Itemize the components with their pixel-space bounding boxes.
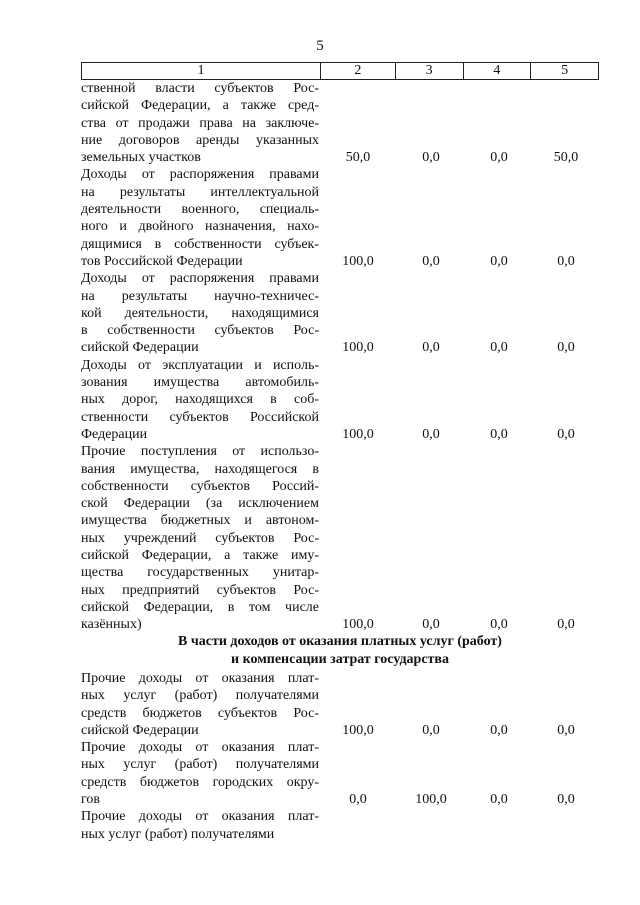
description-line: сийской Федерации, в том числе (81, 599, 319, 615)
row-description (81, 270, 319, 356)
description-line: казённых) (81, 617, 142, 633)
table-row (81, 670, 599, 739)
section-heading (81, 633, 599, 668)
table-row (81, 270, 599, 356)
table-row (81, 808, 599, 843)
description-line: деятельности военного, специаль- (81, 202, 319, 218)
row-description (81, 739, 319, 808)
description-line: земельных участков (81, 150, 201, 166)
description-line: Прочие поступления от использо- (81, 444, 319, 460)
row-description (81, 357, 319, 443)
row-description (81, 80, 319, 166)
description-line: Федерации (81, 426, 148, 442)
table-row (81, 166, 599, 270)
description-line: ской Федерации (за исключением (81, 496, 319, 512)
value-col-4: 0,0 (490, 253, 508, 269)
description-line: на результаты интеллектуальной (81, 184, 319, 200)
description-line: средств бюджетов субъектов Рос- (81, 705, 319, 721)
description-line: на результаты научно-техничес- (81, 288, 319, 304)
description-line: кой деятельности, находящимися (81, 305, 319, 321)
value-col-2: 100,0 (342, 253, 374, 269)
value-col-2: 100,0 (342, 340, 374, 356)
description-line: ного и двойного назначения, нахо- (81, 219, 319, 235)
value-col-3: 0,0 (422, 150, 440, 166)
header-col-1: 1 (197, 63, 205, 78)
header-col-5: 5 (530, 63, 598, 79)
description-line: Доходы от эксплуатации и исполь- (81, 357, 319, 373)
row-description (81, 166, 319, 270)
row-description (81, 808, 319, 843)
value-col-4: 0,0 (490, 792, 508, 808)
description-line: сийской Федерации, а также иму- (81, 548, 319, 564)
value-col-5: 50,0 (553, 150, 579, 166)
description-line: имущества бюджетных и автоном- (81, 513, 319, 529)
value-col-4: 0,0 (490, 617, 508, 633)
description-line: в собственности субъектов Рос- (81, 323, 319, 339)
value-col-5: 0,0 (557, 617, 575, 633)
header-col-3: 3 (395, 63, 463, 79)
description-line: собственности субъектов Россий- (81, 478, 319, 494)
description-line: ных предприятий субъектов Рос- (81, 582, 319, 598)
description-line: ных дорог, находящихся в соб- (81, 392, 319, 408)
value-col-2: 50,0 (345, 150, 371, 166)
value-col-2: 0,0 (349, 792, 367, 808)
table-row (81, 80, 599, 166)
value-col-5: 0,0 (557, 722, 575, 738)
description-line: гов (81, 792, 101, 808)
description-line: Доходы от распоряжения правами (81, 271, 319, 287)
value-col-3: 0,0 (422, 617, 440, 633)
description-line: зования имущества автомобиль- (81, 375, 319, 391)
description-line: сийской Федерации, а также сред- (81, 98, 319, 114)
description-line: сийской Федерации (81, 340, 199, 356)
header-col-4: 4 (463, 63, 531, 79)
value-col-5: 0,0 (557, 426, 575, 442)
value-col-2: 100,0 (342, 426, 374, 442)
description-line: ных услуг (работ) получателями (81, 757, 319, 773)
value-col-5: 0,0 (557, 792, 575, 808)
description-line: Доходы от распоряжения правами (81, 167, 319, 183)
table-row (81, 443, 599, 633)
section-heading-line-2: и компенсации затрат государства (231, 651, 449, 667)
description-line: Прочие доходы от оказания плат- (81, 740, 319, 756)
description-line: дящимися в собственности субъек- (81, 236, 319, 252)
description-line: сийской Федерации (81, 722, 199, 738)
value-col-3: 0,0 (422, 253, 440, 269)
value-col-3: 0,0 (422, 340, 440, 356)
value-col-4: 0,0 (490, 150, 508, 166)
description-line: тов Российской Федерации (81, 253, 243, 269)
value-col-5: 0,0 (557, 253, 575, 269)
section-heading-line-1: В части доходов от оказания платных услуг (работ) (178, 634, 502, 649)
row-description (81, 670, 319, 739)
value-col-3: 100,0 (415, 792, 447, 808)
header-col-2: 2 (320, 63, 395, 79)
page-number: 5 (316, 38, 324, 54)
table-row (81, 357, 599, 443)
table-row (81, 739, 599, 808)
row-description (81, 443, 319, 633)
description-line: ных услуг (работ) получателями (81, 826, 275, 842)
description-line: щества государственных унитар- (81, 565, 319, 581)
description-line: ных учреждений субъектов Рос- (81, 530, 319, 546)
value-col-4: 0,0 (490, 426, 508, 442)
table-body-block-1 (81, 80, 599, 634)
description-line: ных услуг (работ) получателями (81, 688, 319, 704)
description-line: вания имущества, находящегося в (81, 461, 319, 477)
value-col-3: 0,0 (422, 722, 440, 738)
description-line: средств бюджетов городских окру- (81, 774, 319, 790)
value-col-2: 100,0 (342, 617, 374, 633)
table-header-row (81, 62, 599, 80)
value-col-4: 0,0 (490, 722, 508, 738)
value-col-4: 0,0 (490, 340, 508, 356)
description-line: ственности субъектов Российской (81, 409, 319, 425)
description-line: ства от продажи права на заключе- (81, 115, 319, 131)
value-col-2: 100,0 (342, 722, 374, 738)
description-line: Прочие доходы от оказания плат- (81, 809, 319, 825)
value-col-3: 0,0 (422, 426, 440, 442)
table-body-block-2 (81, 670, 599, 843)
description-line: Прочие доходы от оказания плат- (81, 671, 319, 686)
value-col-5: 0,0 (557, 340, 575, 356)
description-line: ние договоров аренды указанных (81, 132, 319, 148)
description-line: ственной власти субъектов Рос- (81, 81, 319, 96)
